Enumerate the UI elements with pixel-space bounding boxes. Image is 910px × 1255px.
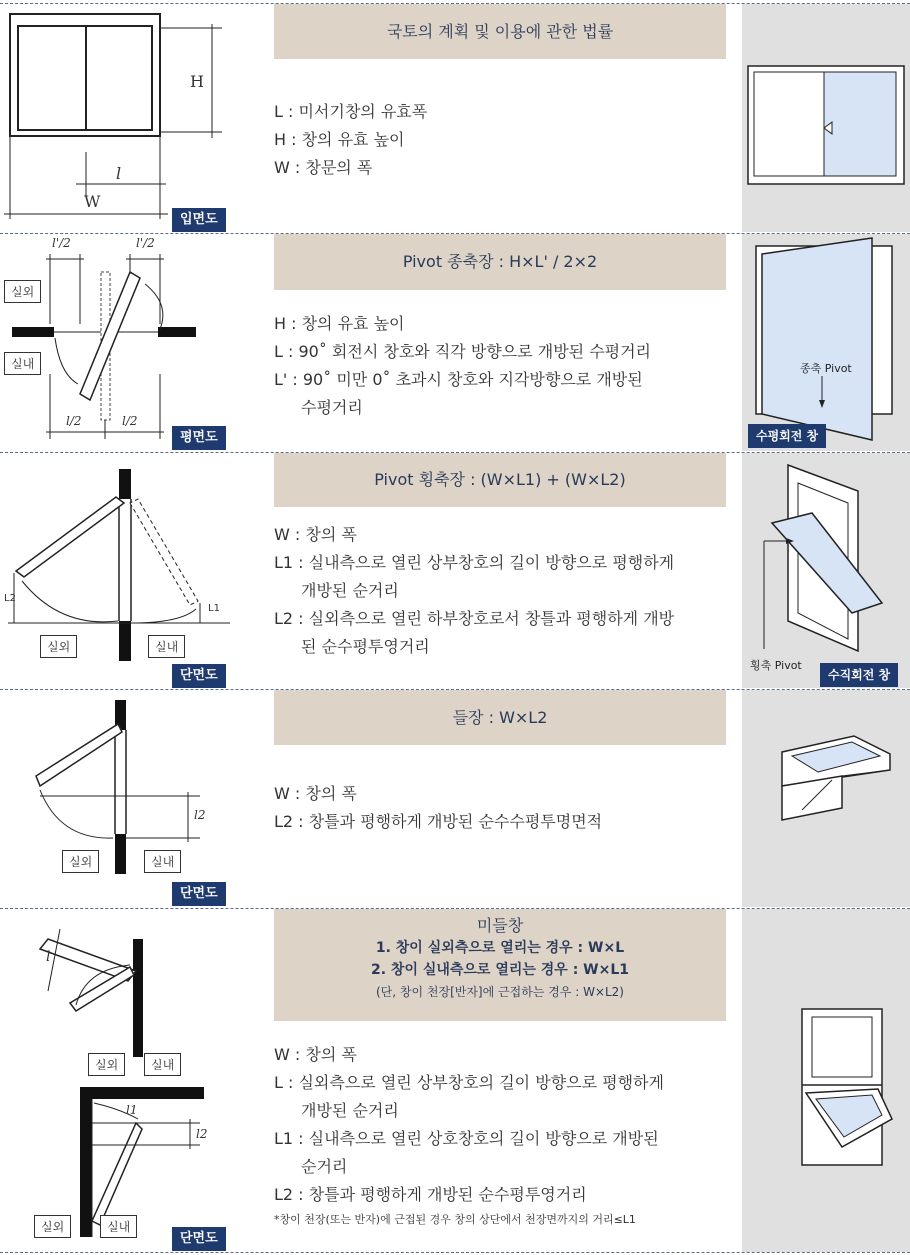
definition-list (274, 521, 734, 661)
label-inside: 실내 (148, 635, 185, 658)
pivot-axis-label: 횡축 Pivot (750, 659, 802, 672)
row-horizontal-pivot (0, 453, 910, 688)
label-l: l (46, 949, 51, 965)
definition-item: 개방된 순거리 (301, 581, 399, 600)
header-subtitle: 1. 창이 실외측으로 열리는 경우 : W×L (375, 940, 625, 956)
definition-list (274, 310, 734, 422)
middle-window-illustration (742, 909, 910, 1252)
label-l1: L1 (208, 603, 220, 614)
definition-item: W : 창의 폭 (274, 525, 357, 544)
top-hung-illustration (742, 690, 910, 907)
label-l-half: l/2 (66, 414, 82, 428)
row-vertical-pivot (0, 234, 910, 451)
label-h: H (190, 72, 204, 91)
illustration-tag: 수직회전 창 (820, 663, 898, 687)
label-l2: l2 (194, 808, 206, 822)
definition-list (274, 1041, 734, 1231)
definition-list (274, 780, 734, 836)
header-subtitle: 2. 창이 실내측으로 열리는 경우 : W×L1 (370, 962, 630, 978)
definition-item: H : 창의 유효 높이 (274, 130, 405, 149)
header-title: 미들창 (476, 916, 524, 935)
label-l: l (116, 164, 122, 183)
header-title: 국토의 계획 및 이용에 관한 법률 (386, 22, 614, 41)
row-header (274, 909, 726, 1021)
label-l-half: l/2 (122, 414, 138, 428)
row-header (274, 690, 726, 745)
illustration-tag: 수평회전 창 (748, 424, 826, 448)
definition-item: 된 순수평투영거리 (301, 637, 430, 656)
label-inside: 실내 (144, 1053, 181, 1076)
header-title: Pivot 횡축장 : (W×L1) + (W×L2) (374, 470, 626, 489)
definition-item: L2 : 창틀과 평행하게 개방된 순수평투영거리 (274, 1185, 587, 1204)
definition-item: H : 창의 유효 높이 (274, 314, 405, 333)
definition-item: L1 : 실내측으로 열린 상부창호의 길이 방향으로 평행하게 (274, 553, 675, 572)
definition-item: L' : 90˚ 미만 0˚ 초과시 창호와 지각방향으로 개방된 (274, 370, 643, 389)
label-outside: 실외 (40, 635, 77, 658)
sliding-window-illustration (742, 4, 910, 232)
label-l-half-prime: l'/2 (136, 236, 155, 250)
diagram-tag-section: 단면도 (172, 1227, 226, 1251)
definition-item: W : 창의 폭 (274, 784, 357, 803)
label-outside: 실외 (88, 1053, 125, 1076)
diagram-tag-section: 단면도 (172, 882, 226, 906)
horizontal-pivot-illustration (742, 453, 910, 688)
header-title: Pivot 종축장 : H×L' / 2×2 (402, 252, 598, 271)
label-l2: L2 (4, 593, 16, 604)
row-middle-window (0, 909, 910, 1252)
row-sliding-window (0, 4, 910, 232)
row-header (274, 4, 726, 59)
label-inside: 실내 (4, 352, 41, 375)
section-diagram (0, 690, 240, 907)
definition-item: 순거리 (301, 1157, 348, 1176)
definition-list (274, 98, 734, 182)
separator (0, 1252, 910, 1253)
diagram-tag-plan: 평면도 (172, 426, 226, 450)
definition-item: L : 미서기창의 유효폭 (274, 102, 428, 121)
pivot-axis-label: 종축 Pivot (800, 362, 852, 375)
definition-item: 개방된 순거리 (301, 1101, 399, 1120)
label-l-half-prime: l'/2 (52, 236, 71, 250)
elevation-diagram (0, 4, 240, 232)
section-diagram (0, 453, 240, 688)
definition-item: L2 : 실외측으로 열린 하부창호로서 창틀과 평행하게 개방 (274, 609, 675, 628)
label-l1: l1 (126, 1103, 138, 1117)
label-outside: 실외 (4, 280, 41, 303)
diagram-tag-elevation: 입면도 (172, 208, 226, 232)
definition-item: L : 90˚ 회전시 창호와 직각 방향으로 개방된 수평거리 (274, 342, 652, 361)
header-title: 들장 : W×L2 (452, 708, 548, 727)
label-w: W (84, 192, 101, 211)
header-note: (단, 창이 천장[반자]에 근접하는 경우 : W×L2) (375, 985, 624, 999)
definition-item: W : 창문의 폭 (274, 158, 373, 177)
label-outside: 실외 (34, 1215, 71, 1238)
row-header (274, 453, 726, 507)
plan-diagram (0, 234, 240, 451)
vertical-pivot-illustration (742, 234, 910, 451)
label-l2: l2 (196, 1127, 208, 1141)
diagram-tag-section: 단면도 (172, 664, 226, 688)
definition-item: W : 창의 폭 (274, 1045, 357, 1064)
label-outside: 실외 (62, 850, 99, 873)
definition-item: 수평거리 (301, 398, 363, 417)
footnote: *창이 천장(또는 반자)에 근접된 경우 창의 상단에서 천장면까지의 거리≤L1 (274, 1213, 636, 1226)
label-inside: 실내 (144, 850, 181, 873)
definition-item: L : 실외측으로 열린 상부창호의 길이 방향으로 평행하게 (274, 1073, 664, 1092)
row-top-hung (0, 690, 910, 907)
section-diagram (0, 909, 240, 1252)
row-header (274, 234, 726, 290)
definition-item: L2 : 창틀과 평행하게 개방된 순수수평투명면적 (274, 812, 603, 831)
label-inside: 실내 (100, 1215, 137, 1238)
definition-item: L1 : 실내측으로 열린 상호창호의 길이 방향으로 개방된 (274, 1129, 659, 1148)
